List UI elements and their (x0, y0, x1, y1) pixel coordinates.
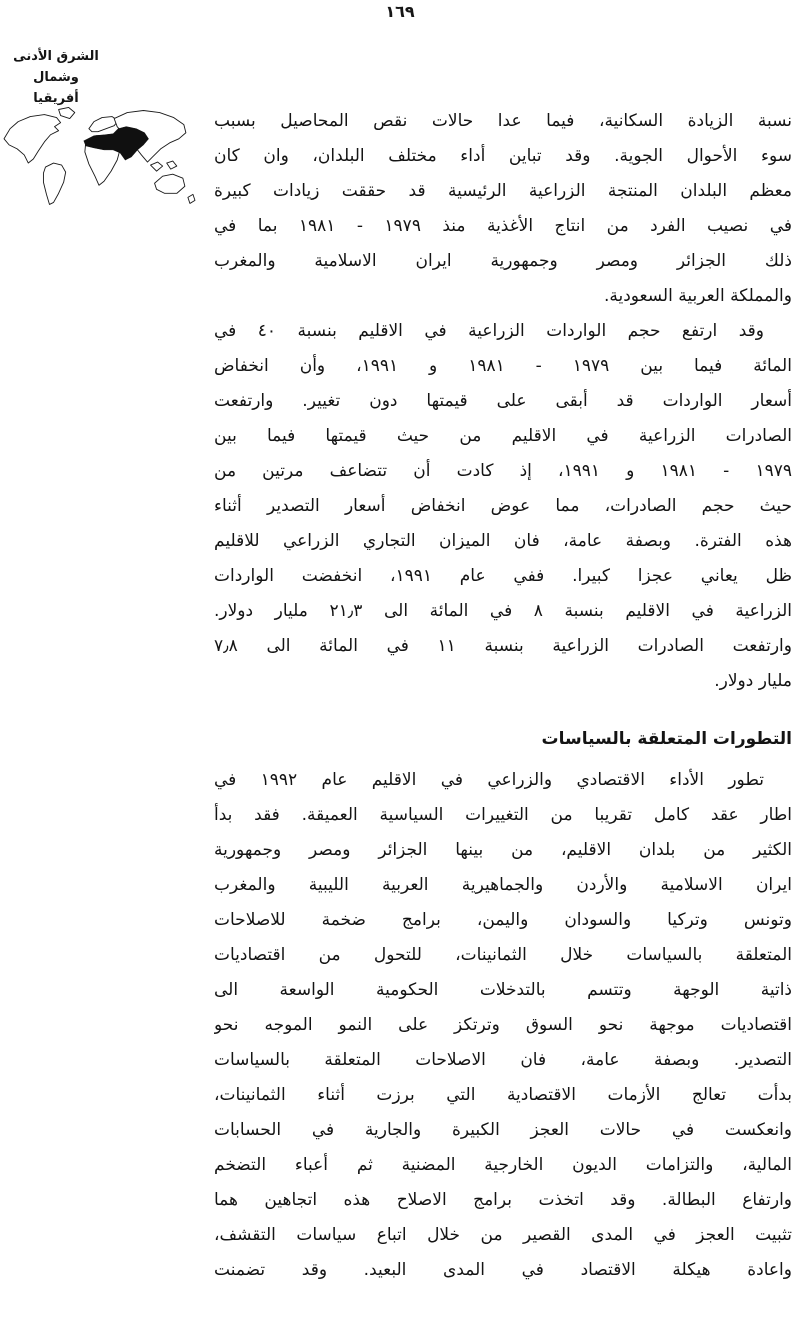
islands-southeast-asia-2 (167, 161, 177, 169)
continent-australia (155, 174, 185, 193)
text-line: المالية، والتزامات الديون الخارجية المضنية ثم أعباء التضخم (214, 1155, 792, 1175)
world-map-svg (0, 104, 198, 214)
continent-south-america (43, 163, 65, 204)
page-number: ١٦٩ (385, 2, 415, 21)
text-line: سوء الأحوال الجوية. وقد تباين أداء مختلف البلدان، وان كان (214, 146, 792, 166)
text-line: وقد ارتفع حجم الواردات الزراعية في الاقليم بنسبة ٤٠ في (214, 321, 764, 341)
islands-southeast-asia (151, 162, 163, 171)
region-label (0, 46, 112, 109)
text-line: واعادة هيكلة الاقتصاد في المدى البعيد. وقد تضمنت (214, 1260, 792, 1280)
text-line: والمملكة العربية السعودية. (603, 286, 792, 306)
text-line: نسبة الزيادة السكانية، فيما عدا حالات نقص المحاصيل بسبب (214, 111, 792, 131)
text-line: ١٩٧٩ - ١٩٨١ و ١٩٩١، إذ كادت أن تتضاعف مرتين من (214, 461, 792, 481)
text-line: اقتصاديات موجهة نحو السوق وترتكز على النمو الموجه نحو (214, 1015, 792, 1035)
paragraph-3 (214, 763, 792, 1288)
world-map-graphic (0, 104, 198, 214)
text-line: ذلك الجزائر ومصر وجمهورية ايران الاسلامية والمغرب (214, 251, 792, 271)
text-line: بدأت تعالج الأزمات الاقتصادية التي برزت أثناء الثمانينات، (214, 1085, 792, 1105)
text-line: المائة فيما بين ١٩٧٩ - ١٩٨١ و ١٩٩١، وأن انخفاض (214, 356, 792, 376)
text-line: ظل يعاني عجزا كبيرا. ففي عام ١٩٩١، انخفضت الواردات (214, 566, 792, 586)
text-line: الصادرات الزراعية في الاقليم من حيث قيمتها فيما بين (214, 426, 792, 446)
text-line: وانعكست في حالات العجز الكبيرة والجارية في الحسابات (214, 1120, 792, 1140)
section-heading: التطورات المتعلقة بالسياسات (541, 729, 792, 749)
island-greenland (59, 107, 75, 118)
text-line: وارتفعت الصادرات الزراعية بنسبة ١١ في المائة الى ٧٫٨ (214, 636, 792, 656)
islands-new-zealand (188, 194, 195, 203)
text-line: وارتفاع البطالة. وقد اتخذت برامج الاصلاح هذه اتجاهين هما (214, 1190, 792, 1210)
text-line: الكثير من بلدان الاقليم، من بينها الجزائر ومصر وجمهورية (214, 840, 792, 860)
text-line: ايران الاسلامية والأردن والجماهيرية العربية الليبية والمغرب (214, 875, 792, 895)
text-line: مليار دولار. (714, 671, 792, 691)
region-label-line1: الشرق الأدنى وشمال (13, 49, 99, 85)
region-label-line2: أفريقيا (33, 91, 79, 106)
text-line: تثبيت العجز في المدى القصير من خلال اتباع سياسات التقشف، (214, 1225, 792, 1245)
text-line: المتعلقة بالسياسات خلال الثمانينات، للتحول من اقتصاديات (214, 945, 792, 965)
text-line: تطور الأداء الاقتصادي والزراعي في الاقليم عام ١٩٩٢ في (214, 770, 764, 790)
text-line: أسعار الواردات قد أبقى على قيمتها دون تغيير. وارتفعت (214, 391, 792, 411)
text-line: معظم البلدان المنتجة الزراعية الرئيسية قد حققت زيادات كبيرة (214, 181, 792, 201)
text-line: وتونس وتركيا والسودان واليمن، برامج ضخمة للاصلاحات (214, 910, 792, 930)
text-line: اطار عقد كامل تقريبا من التغييرات السياسية العميقة. فقد بدأ (214, 805, 792, 825)
text-line: في نصيب الفرد من انتاج الأغذية منذ ١٩٧٩ - ١٩٨١ بما في (214, 216, 792, 236)
text-line: هذه الفترة. وبصفة عامة، فان الميزان التجاري الزراعي للاقليم (214, 531, 792, 551)
paragraph-2 (214, 314, 792, 699)
text-line: الزراعية في الاقليم بنسبة ٨ في المائة الى ٢١٫٣ مليار دولار. (214, 601, 792, 621)
continent-north-america (4, 115, 61, 163)
paragraph-1 (214, 104, 792, 314)
text-line: حيث حجم الصادرات، مما عوض انخفاض أسعار التصدير أثناء (214, 496, 792, 516)
text-line: ذاتية الوجهة وتتسم بالتدخلات الحكومية الواسعة الى (214, 980, 792, 1000)
body-text (214, 104, 792, 1288)
text-line: التصدير. وبصفة عامة، فان الاصلاحات المتعلقة بالسياسات (214, 1050, 792, 1070)
